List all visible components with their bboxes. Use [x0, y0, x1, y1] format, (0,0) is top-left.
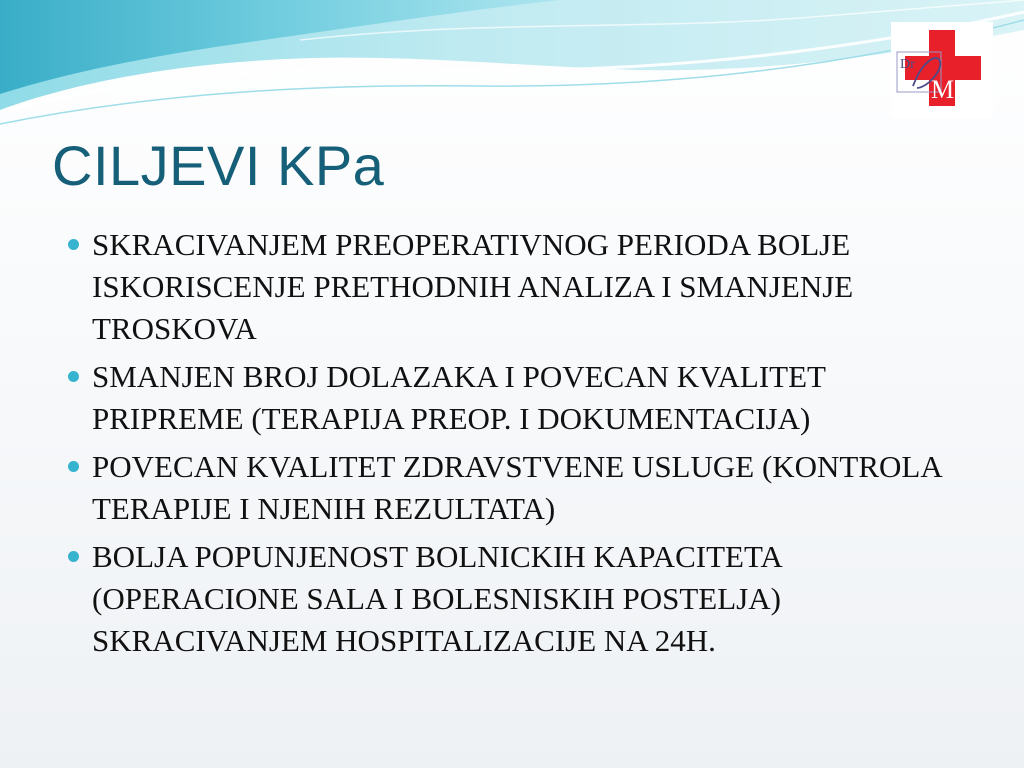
bullet-dot-icon — [68, 461, 79, 472]
bullet-text: SMANJEN BROJ DOLAZAKA I POVECAN KVALITET PRIPREME (TERAPIJA PREOP. I DOKUMENTACIJA) — [92, 359, 826, 436]
bullet-dot-icon — [68, 371, 79, 382]
slide-title: CILJEVI KPa — [52, 134, 385, 197]
header-wave-decoration — [0, 0, 1024, 140]
bullet-item — [64, 536, 964, 662]
bullet-text: SKRACIVANJEM PREOPERATIVNOG PERIODA BOLJE ISKORISCENJE PRETHODNIH ANALIZA I SMANJENJE TROSKOVA — [92, 227, 854, 346]
logo-prefix: Dr — [900, 57, 915, 72]
logo-letter: M — [931, 75, 955, 104]
bullet-dot-icon — [68, 551, 79, 562]
bullet-item — [64, 224, 964, 350]
logo — [891, 22, 993, 118]
bullet-item — [64, 356, 964, 440]
bullet-list — [64, 224, 964, 668]
bullet-dot-icon — [68, 239, 79, 250]
bullet-item — [64, 446, 964, 530]
bullet-text: BOLJA POPUNJENOST BOLNICKIH KAPACITETA (OPERACIONE SALA I BOLESNISKIH POSTELJA) SKRACIVANJEM HOSPITALIZACIJE NA 24H. — [92, 539, 782, 658]
red-cross-icon — [891, 22, 993, 118]
bullet-text: POVECAN KVALITET ZDRAVSTVENE USLUGE (KONTROLA TERAPIJE I NJENIH REZULTATA) — [92, 449, 942, 526]
